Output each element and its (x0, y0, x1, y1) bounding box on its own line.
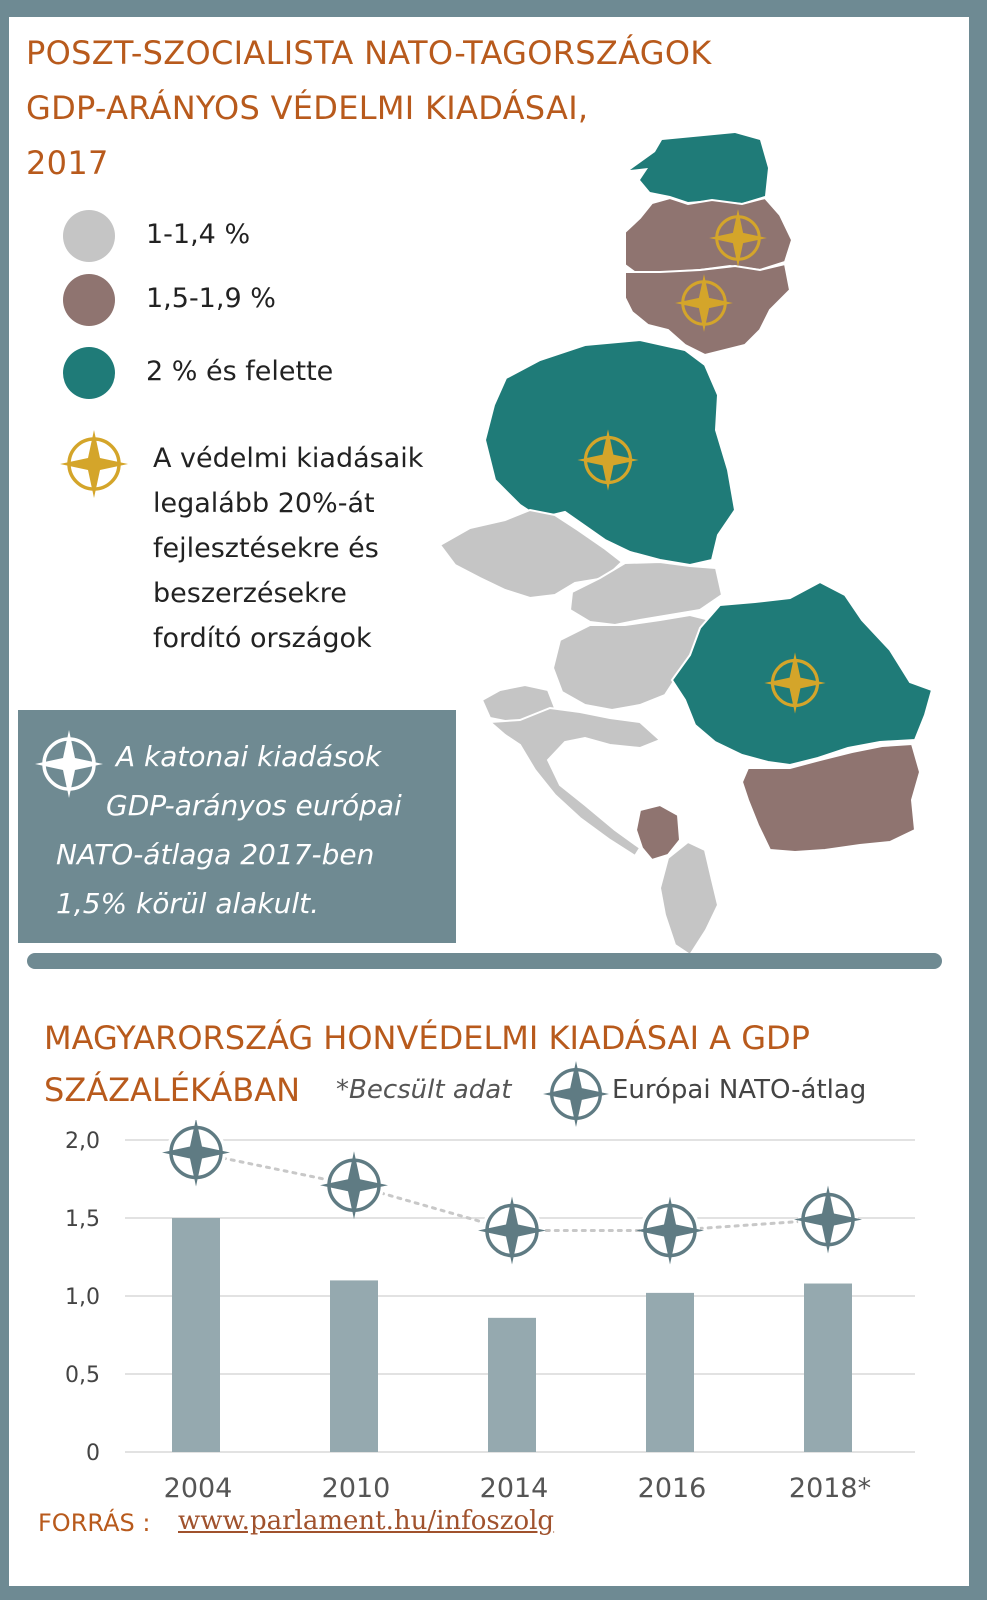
y-tick-label: 0 (86, 1441, 100, 1466)
y-tick-label: 0,5 (65, 1363, 100, 1388)
map-romania (672, 582, 932, 765)
nato-note-line-3: fejlesztésekre és (153, 533, 379, 564)
map-albania (660, 842, 718, 955)
legend-swatch-low (63, 210, 115, 262)
nato-average-marker (636, 1196, 704, 1264)
defense-spending-chart (0, 1120, 987, 1510)
bar (172, 1218, 220, 1452)
x-tick-label: 2016 (637, 1473, 707, 1504)
bar (646, 1293, 694, 1452)
country-map (420, 130, 945, 960)
bar (330, 1280, 378, 1452)
y-tick-label: 1,5 (65, 1207, 100, 1232)
nato-note-line-2: legalább 20%-át (153, 488, 375, 519)
infobox-line-3: NATO-átlaga 2017-ben (56, 838, 375, 871)
nato-note-line-5: fordító országok (153, 623, 372, 654)
nato-note-line-4: beszerzésekre (153, 578, 347, 609)
chart-title-line-1: MAGYARORSZÁG HONVÉDELMI KIADÁSAI A GDP (44, 1019, 810, 1057)
legend-swatch-high (63, 347, 115, 399)
infobox-line-4: 1,5% körül alakult. (56, 887, 320, 920)
nato-average-infobox (18, 710, 456, 943)
nato-average-marker (478, 1196, 546, 1264)
section-divider (27, 953, 942, 969)
x-tick-label: 2004 (163, 1473, 233, 1504)
title-line-2: GDP-ARÁNYOS VÉDELMI KIADÁSAI, (26, 89, 589, 127)
bar (804, 1284, 852, 1452)
map-croatia (490, 708, 660, 856)
nato-average-marker (320, 1151, 388, 1219)
source-link[interactable]: www.parlament.hu/infoszolg (178, 1506, 555, 1536)
bar (488, 1318, 536, 1452)
infobox-line-1: A katonai kiadások (116, 740, 382, 773)
map-montenegro (636, 805, 680, 860)
nato-compass-icon (30, 725, 108, 803)
legend-swatch-mid (63, 274, 115, 326)
map-estonia (630, 133, 768, 203)
y-tick-label: 1,0 (65, 1285, 100, 1310)
legend-label-low: 1-1,4 % (146, 219, 251, 250)
title-line-3: 2017 (26, 144, 109, 182)
infobox-line-2: GDP-arányos európai (106, 789, 402, 822)
legend-label-high: 2 % és felette (146, 356, 334, 387)
nato-compass-icon (58, 428, 130, 500)
estimate-note: *Becsült adat (336, 1075, 512, 1105)
chart-title-line-2: SZÁZALÉKÁBAN (44, 1071, 301, 1109)
nato-average-legend-label: Európai NATO-átlag (612, 1075, 867, 1105)
x-tick-label: 2014 (479, 1473, 549, 1504)
nato-average-legend-icon (543, 1061, 609, 1127)
source-label: FORRÁS : (38, 1509, 151, 1537)
title-line-1: POSZT-SZOCIALISTA NATO-TAGORSZÁGOK (26, 34, 712, 72)
y-tick-label: 2,0 (65, 1129, 100, 1154)
map-latvia (625, 198, 792, 276)
nato-average-marker (794, 1186, 862, 1254)
legend-label-mid: 1,5-1,9 % (146, 283, 276, 314)
x-tick-label: 2010 (321, 1473, 391, 1504)
x-tick-label: 2018* (788, 1473, 872, 1504)
nato-average-marker (162, 1120, 230, 1186)
nato-note-line-1: A védelmi kiadásaik (153, 443, 424, 474)
